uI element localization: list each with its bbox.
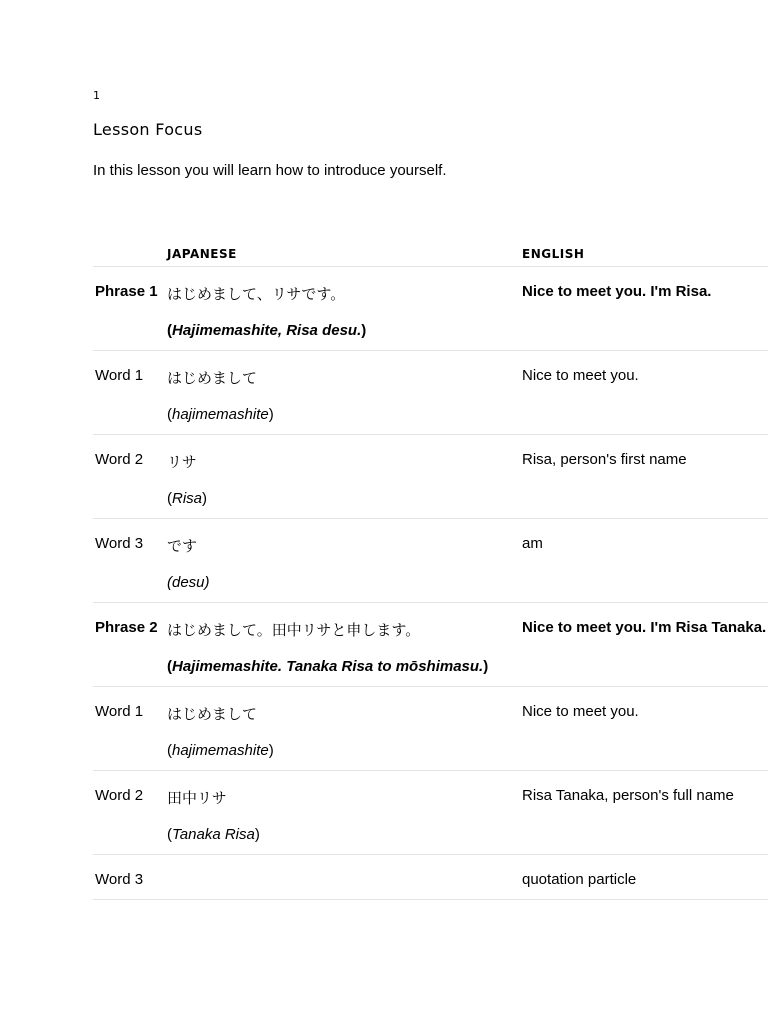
romaji-text: (Tanaka Risa) [167, 826, 260, 843]
japanese-column-header: JAPANESE [167, 247, 237, 261]
english-text: Nice to meet you. [522, 703, 639, 720]
row-label: Phrase 2 [95, 619, 158, 636]
english-text: quotation particle [522, 871, 637, 888]
japanese-text: です [167, 537, 198, 555]
english-text: Nice to meet you. I'm Risa Tanaka. [522, 619, 767, 636]
romaji-text: (hajimemashite) [167, 742, 274, 759]
romaji-text: (hajimemashite) [167, 406, 274, 423]
lesson-intro: In this lesson you will learn how to introduce yourself. [93, 162, 447, 179]
romaji-value: Hajimemashite, Risa desu. [172, 322, 362, 339]
english-text: Risa Tanaka, person's full name [522, 787, 734, 804]
english-text: am [522, 535, 543, 552]
romaji-value: Tanaka Risa [172, 826, 255, 843]
japanese-text: はじめまして。田中リサと申します。 [167, 621, 421, 639]
page-number: 1 [93, 89, 100, 102]
japanese-text: はじめまして、リサです。 [167, 285, 346, 303]
romaji-value: hajimemashite [172, 742, 269, 759]
table-row [93, 687, 768, 771]
table-row [93, 603, 768, 687]
english-text: Risa, person's first name [522, 451, 687, 468]
romaji-value: Hajimemashite. Tanaka Risa to mōshimasu. [172, 658, 484, 675]
row-label: Word 3 [95, 871, 144, 888]
table-row [93, 855, 768, 900]
english-text: Nice to meet you. [522, 367, 639, 384]
table-row [93, 519, 768, 603]
row-label: Word 1 [95, 703, 144, 720]
romaji-text: (Hajimemashite. Tanaka Risa to mōshimasu.) [167, 658, 489, 675]
japanese-text: リサ [167, 453, 197, 471]
japanese-text: 田中リサ [167, 789, 227, 807]
japanese-text: はじめまして [167, 705, 258, 723]
romaji-value: hajimemashite [172, 406, 269, 423]
lesson-heading: Lesson Focus [93, 120, 203, 139]
table-row [93, 267, 768, 351]
japanese-text: はじめまして [167, 369, 258, 387]
row-label: Word 1 [95, 367, 144, 384]
vocabulary-table [93, 240, 768, 900]
row-label: Phrase 1 [95, 283, 158, 300]
romaji-text: (desu) [167, 574, 210, 591]
english-column-header: ENGLISH [522, 247, 585, 261]
row-label: Word 2 [95, 451, 144, 468]
romaji-value: desu [172, 574, 205, 591]
romaji-text: (Hajimemashite, Risa desu.) [167, 322, 367, 339]
english-text: Nice to meet you. I'm Risa. [522, 283, 712, 300]
romaji-text: (Risa) [167, 490, 208, 507]
table-row [93, 435, 768, 519]
row-label: Word 3 [95, 535, 144, 552]
table-row [93, 351, 768, 435]
romaji-value: Risa [172, 490, 203, 507]
row-label: Word 2 [95, 787, 144, 804]
table-header [93, 240, 768, 267]
table-row [93, 771, 768, 855]
